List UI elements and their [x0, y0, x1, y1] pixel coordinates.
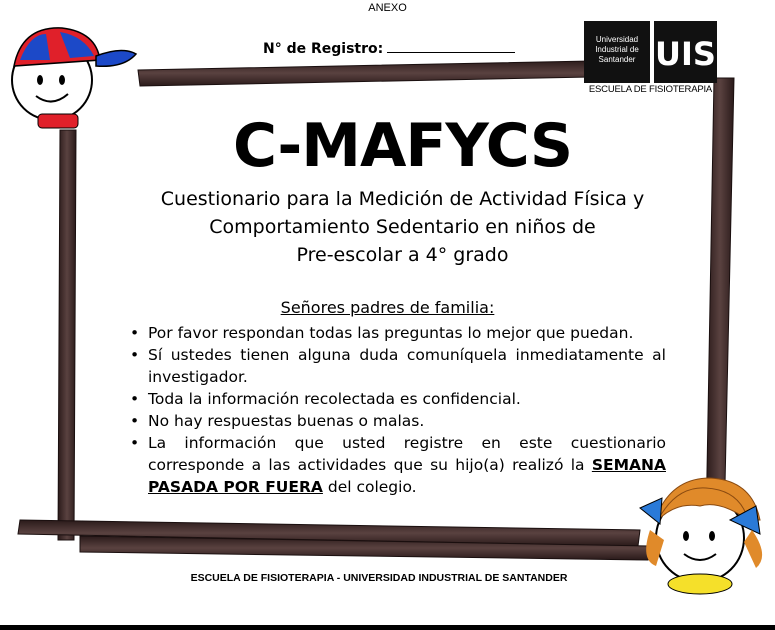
bottom-border: [0, 625, 775, 630]
registration-number-field: [263, 40, 515, 57]
instructions-list: [128, 322, 666, 498]
emphasis-last-week: SEMANA PASADA POR FUERA: [148, 456, 666, 496]
university-name-block: [584, 21, 650, 83]
logo-text-line-2: Industrial de: [595, 45, 639, 54]
registration-blank-line: [387, 40, 515, 53]
instruction-item-4: • No hay respuestas buenas o malas.: [128, 410, 666, 432]
instruction-item-1: • Por favor respondan todas las preguntas lo mejor que puedan.: [128, 322, 666, 344]
instruction-item-3: • Toda la información recolectada es confidencial.: [128, 388, 666, 410]
logo-text-line-3: Santander: [598, 55, 636, 64]
university-logo: [584, 21, 717, 97]
uis-logo-mark: [654, 21, 717, 83]
school-name-label: ESCUELA DE FISIOTERAPIA: [588, 84, 713, 95]
registration-label: N° de Registro:: [263, 41, 384, 57]
subtitle-line-1: Cuestionario para la Medición de Actividad Física y: [160, 188, 645, 210]
document-title: C-MAFYCS: [232, 111, 573, 181]
instruction-item-2: • Sí ustedes tienen alguna duda comuníquela inmediatamente al investigador.: [128, 344, 666, 388]
instruction-item-5: • La información que usted registre en este cuestionario corresponde a las actividades que su hijo(a) realizó la SEMANA PASADA POR FUERA del colegio.: [128, 432, 666, 498]
footer-school-name: ESCUELA DE FISIOTERAPIA - UNIVERSIDAD INDUSTRIAL DE SANTANDER: [190, 572, 568, 584]
subtitle-line-2: Comportamiento Sedentario en niños de: [209, 216, 596, 238]
subtitle-line-3: Pre-escolar a 4° grado: [296, 244, 509, 266]
annex-label: ANEXO: [368, 2, 407, 14]
frame-top-plank: [138, 60, 642, 86]
logo-text-line-1: Universidad: [595, 35, 639, 44]
svg-text:UIS: UIS: [655, 35, 716, 73]
parents-heading: Señores padres de familia:: [280, 298, 495, 317]
